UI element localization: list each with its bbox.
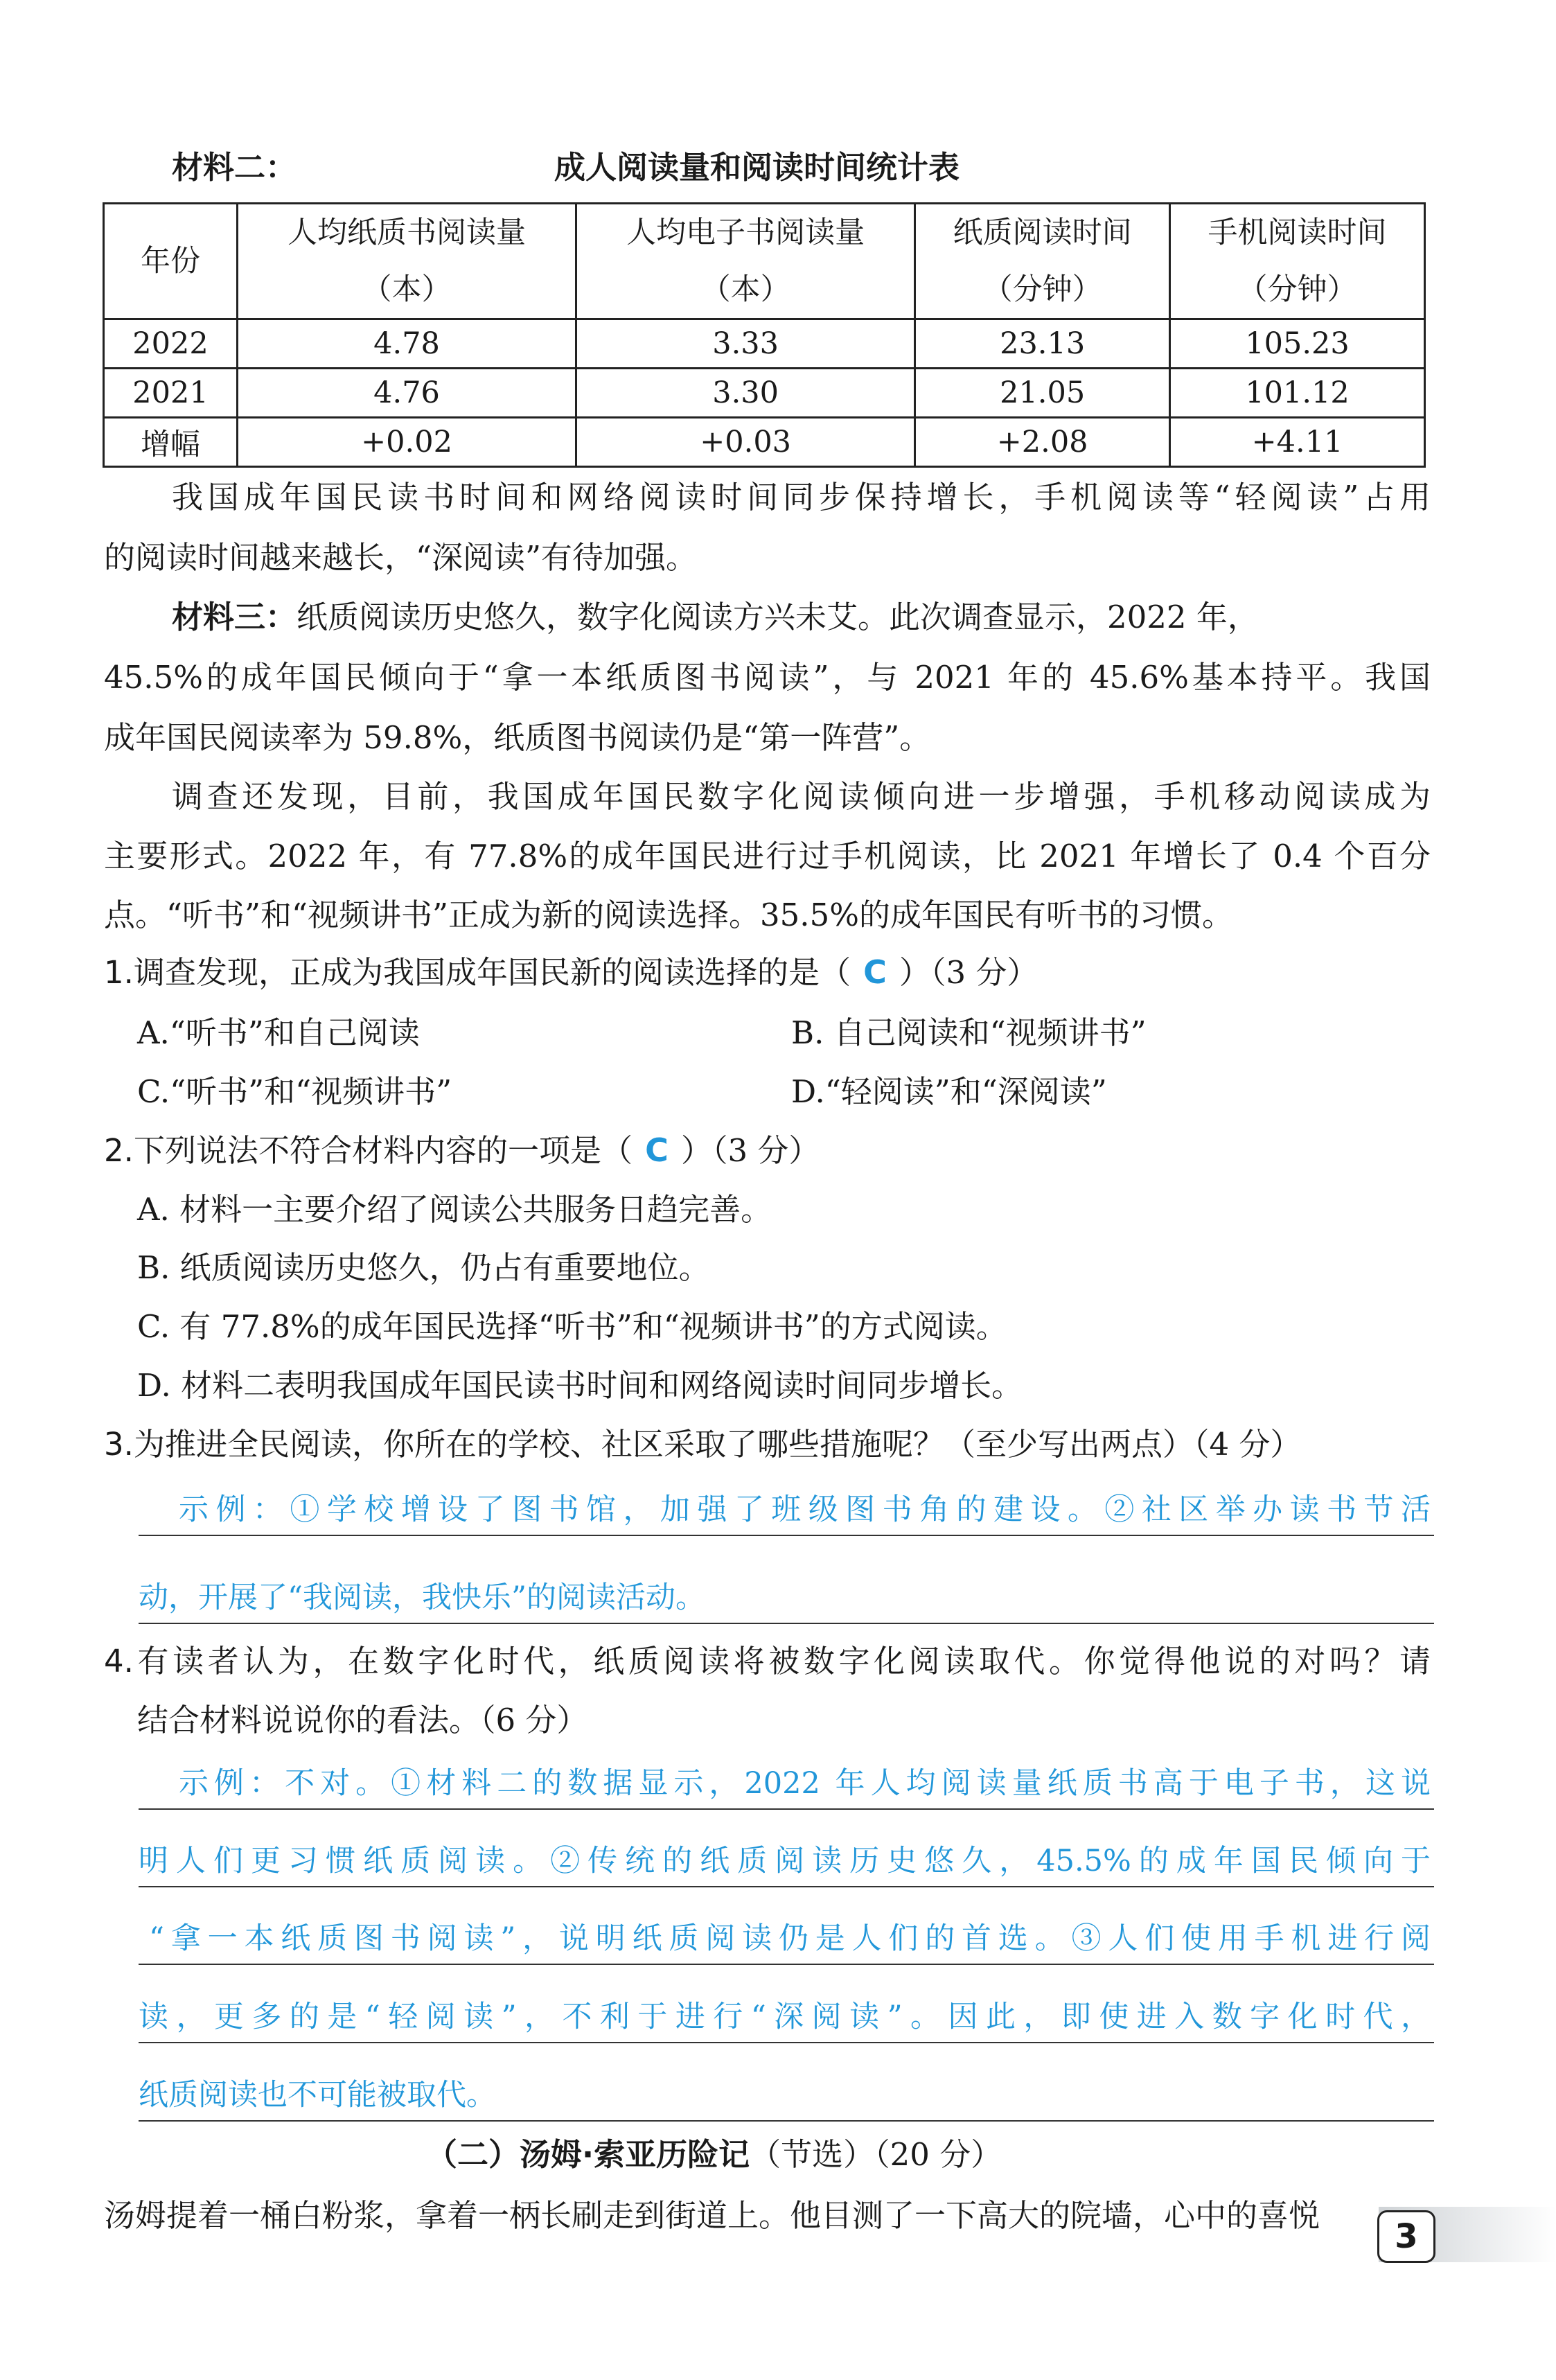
q4-answer-line: “拿一本纸质图书阅读”，说明纸质阅读仍是人们的首选。③人们使用手机进行阅 — [149, 1921, 1431, 1956]
cell-value: +4.11 — [1170, 418, 1425, 467]
answer-rule — [139, 1623, 1434, 1624]
answer-1: C — [863, 953, 887, 991]
question-1-stem: 1.调查发现，正成为我国成年国民新的阅读选择的是（ C ）（3 分） — [104, 953, 1038, 991]
question-4-stem-line2: 结合材料说说你的看法。（6 分） — [137, 1702, 588, 1738]
material3-para1-line: 45.5%的成年国民倾向于“拿一本纸质图书阅读”，与 2021 年的 45.6%基本持平。我国 — [104, 659, 1431, 696]
table-row — [104, 369, 1425, 418]
q2-option-b: B. 纸质阅读历史悠久，仍占有重要地位。 — [137, 1249, 710, 1286]
header-phone-time: 手机阅读时间 （分钟） — [1170, 204, 1425, 319]
answer-rule — [139, 1535, 1434, 1536]
header-paper-books: 人均纸质书阅读量 （本） — [238, 204, 576, 319]
material3-para2-line: 主要形式。2022 年，有 77.8%的成年国民进行过手机阅读，比 2021 年增长了 0.4 个百分 — [104, 838, 1431, 874]
cell-value: +0.02 — [238, 418, 576, 467]
cell-value: +2.08 — [915, 418, 1170, 467]
page-number: 3 — [1377, 2210, 1435, 2263]
answer-rule — [139, 1886, 1434, 1887]
material2-para-line: 的阅读时间越来越长，“深阅读”有待加强。 — [104, 539, 698, 576]
table-row — [104, 319, 1425, 369]
cell-value: 3.33 — [576, 319, 915, 369]
cell-year: 2021 — [104, 369, 238, 418]
answer-2: C — [645, 1131, 669, 1169]
cell-value: 23.13 — [915, 319, 1170, 369]
q2-option-a: A. 材料一主要介绍了阅读公共服务日趋完善。 — [137, 1191, 772, 1228]
question-4-stem-line1: 4.有读者认为，在数字化时代，纸质阅读将被数字化阅读取代。你觉得他说的对吗？请 — [104, 1643, 1431, 1680]
q1-option-c: C.“听书”和“视频讲书” — [137, 1073, 452, 1110]
q4-answer-line: 示例：不对。①材料二的数据显示，2022 年人均阅读量纸质书高于电子书，这说 — [179, 1766, 1431, 1801]
answer-rule — [139, 2120, 1434, 2122]
cell-year: 增幅 — [104, 418, 238, 467]
material3-para2-line: 调查还发现，目前，我国成年国民数字化阅读倾向进一步增强，手机移动阅读成为 — [172, 778, 1431, 815]
material2-para-line: 我国成年国民读书时间和网络阅读时间同步保持增长，手机阅读等“轻阅读”占用 — [172, 479, 1431, 515]
q2-option-d: D. 材料二表明我国成年国民读书时间和网络阅读时间同步增长。 — [137, 1367, 1023, 1404]
answer-rule — [139, 1964, 1434, 1965]
q4-answer-line: 读，更多的是“轻阅读”，不利于进行“深阅读”。因此，即使进入数字化时代， — [139, 2000, 1431, 2034]
header-paper-time: 纸质阅读时间 （分钟） — [915, 204, 1170, 319]
cell-value: 4.76 — [238, 369, 576, 418]
answer-rule — [139, 2042, 1434, 2043]
q2-option-c: C. 有 77.8%的成年国民选择“听书”和“视频讲书”的方式阅读。 — [137, 1308, 1007, 1345]
cell-value: 105.23 — [1170, 319, 1425, 369]
header-ebooks: 人均电子书阅读量 （本） — [576, 204, 915, 319]
cell-value: 101.12 — [1170, 369, 1425, 418]
cell-value: 4.78 — [238, 319, 576, 369]
q3-answer-line: 动，开展了“我阅读，我快乐”的阅读活动。 — [139, 1580, 705, 1615]
material3-para1-line1: 材料三：纸质阅读历史悠久，数字化阅读方兴未艾。此次调查显示，2022 年， — [172, 599, 1259, 635]
q4-answer-line: 纸质阅读也不可能被取代。 — [139, 2078, 496, 2113]
q1-option-a: A.“听书”和自己阅读 — [137, 1014, 420, 1051]
stats-table — [103, 202, 1426, 468]
material3-label: 材料三： — [172, 599, 297, 635]
cell-value: +0.03 — [576, 418, 915, 467]
cell-year: 2022 — [104, 319, 238, 369]
table-row — [104, 418, 1425, 467]
q3-answer-line: 示例：①学校增设了图书馆，加强了班级图书角的建设。②社区举办读书节活 — [179, 1492, 1431, 1527]
answer-rule — [139, 1808, 1434, 1810]
q1-option-b: B. 自己阅读和“视频讲书” — [791, 1014, 1147, 1051]
question-3-stem: 3.为推进全民阅读，你所在的学校、社区采取了哪些措施呢？（至少写出两点）（4 分） — [104, 1426, 1302, 1463]
q4-answer-line: 明人们更习惯纸质阅读。②传统的纸质阅读历史悠久，45.5%的成年国民倾向于 — [139, 1844, 1431, 1878]
story-first-line: 汤姆提着一桶白粉浆，拿着一柄长刷走到街道上。他目测了一下高大的院墙，心中的喜悦 — [104, 2197, 1320, 2234]
material3-para1-line: 成年国民阅读率为 59.8%，纸质图书阅读仍是“第一阵营”。 — [104, 719, 931, 756]
material3-para2-line: 点。“听书”和“视频讲书”正成为新的阅读选择。35.5%的成年国民有听书的习惯。 — [104, 897, 1233, 933]
question-2-stem: 2.下列说法不符合材料内容的一项是（ C ）（3 分） — [104, 1131, 820, 1169]
table-header-row — [104, 204, 1425, 319]
section-heading: （二）汤姆·索亚历险记（节选）（20 分） — [426, 2136, 1002, 2173]
cell-value: 21.05 — [915, 369, 1170, 418]
table-title: 成人阅读量和阅读时间统计表 — [554, 149, 960, 186]
q1-option-d: D.“轻阅读”和“深阅读” — [791, 1073, 1107, 1110]
material2-label: 材料二： — [172, 149, 297, 186]
cell-value: 3.30 — [576, 369, 915, 418]
header-year: 年份 — [104, 204, 238, 319]
